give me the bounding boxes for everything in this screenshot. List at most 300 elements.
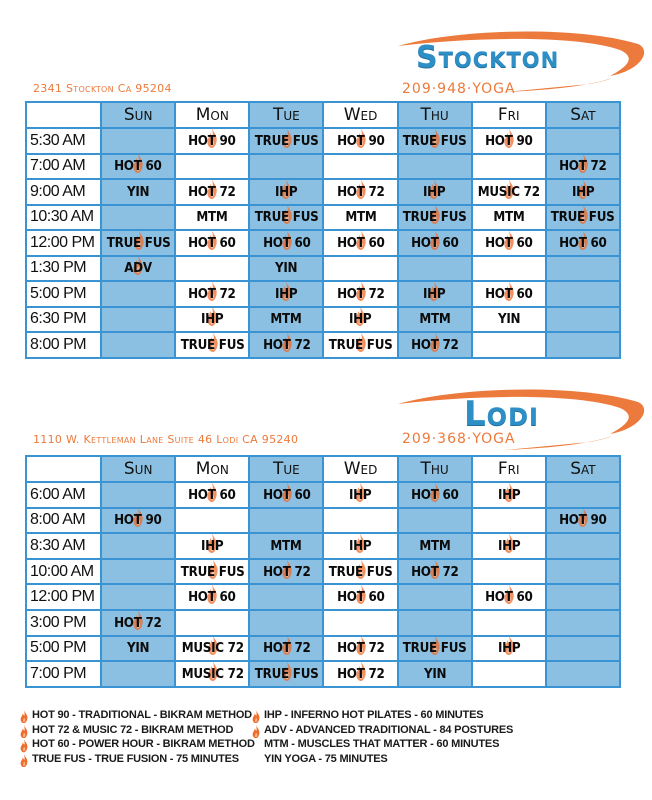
class-label: [419, 539, 450, 554]
class-name: ADV: [124, 261, 152, 277]
class-cell: [249, 636, 323, 662]
class-cell: [101, 610, 175, 636]
class-cell: [249, 508, 323, 534]
table-row: [26, 533, 620, 559]
class-name: HOT 72: [336, 184, 385, 200]
class-cell: [472, 230, 546, 256]
class-cell: [546, 307, 620, 333]
class-name: TRUE FUS: [328, 564, 393, 580]
class-label: [189, 134, 236, 149]
time-cell: 8:00 PM: [26, 332, 101, 358]
class-cell: [546, 256, 620, 282]
class-name: MUSIC 72: [181, 666, 244, 682]
class-cell: [323, 281, 397, 307]
class-cell: [398, 307, 472, 333]
table-row: [26, 332, 620, 358]
class-cell: [175, 154, 249, 180]
legend-item: [20, 752, 255, 767]
class-name: TRUE FUS: [106, 235, 171, 251]
class-label: [337, 287, 384, 302]
class-label: [181, 667, 243, 682]
class-cell: [249, 205, 323, 231]
class-cell: [323, 205, 397, 231]
class-name: IHP: [497, 487, 520, 503]
class-label: [271, 539, 302, 554]
class-name: HOT 72: [410, 337, 459, 353]
time-cell: 10:30 AM: [26, 205, 101, 231]
table-row: [26, 205, 620, 231]
class-name: IHP: [423, 286, 446, 302]
class-cell: [101, 508, 175, 534]
class-label: [349, 488, 371, 503]
class-name: HOT 60: [336, 235, 385, 251]
class-cell: [323, 128, 397, 154]
class-label: [263, 488, 310, 503]
class-cell: [101, 559, 175, 585]
class-cell: [546, 332, 620, 358]
day-header: Wed: [323, 456, 397, 482]
class-label: [189, 590, 236, 605]
legend-text: HOT 90 - TRADITIONAL - BIKRAM METHOD: [32, 709, 252, 721]
class-label: [551, 210, 615, 225]
class-label: [189, 488, 236, 503]
class-name: IHP: [349, 487, 372, 503]
class-label: [403, 641, 467, 656]
class-name: HOT 72: [336, 286, 385, 302]
class-name: HOT 72: [262, 564, 311, 580]
class-cell: [101, 179, 175, 205]
time-cell: 12:00 PM: [26, 230, 101, 256]
table-row: [26, 230, 620, 256]
class-label: [485, 236, 532, 251]
class-cell: [323, 559, 397, 585]
flame-icon: [252, 725, 260, 736]
class-name: YIN: [423, 666, 446, 682]
legend-item: [20, 723, 255, 738]
class-cell: [398, 559, 472, 585]
class-label: [263, 641, 310, 656]
class-cell: [472, 533, 546, 559]
class-label: [337, 667, 384, 682]
class-name: MTM: [419, 312, 451, 328]
class-cell: [101, 332, 175, 358]
corner-cell: [26, 102, 101, 128]
day-header: Mon: [175, 456, 249, 482]
class-label: [419, 312, 450, 327]
time-cell: 7:00 AM: [26, 154, 101, 180]
legend-item: [252, 752, 513, 767]
class-label: [337, 590, 384, 605]
day-header: Sun: [101, 102, 175, 128]
class-cell: [472, 128, 546, 154]
class-cell: [472, 584, 546, 610]
class-name: TRUE FUS: [402, 641, 467, 657]
class-cell: [398, 281, 472, 307]
class-label: [411, 236, 458, 251]
day-header: Tue: [249, 102, 323, 128]
class-name: TRUE FUS: [254, 133, 319, 149]
legend-item: [252, 723, 513, 738]
class-name: HOT 72: [336, 666, 385, 682]
class-name: HOT 72: [188, 286, 237, 302]
class-cell: [472, 205, 546, 231]
class-name: HOT 60: [484, 235, 533, 251]
table-header-row: [26, 102, 620, 128]
schedule-table-stockton: [25, 101, 621, 359]
class-cell: [249, 482, 323, 508]
time-cell: 9:00 AM: [26, 179, 101, 205]
class-cell: [323, 533, 397, 559]
class-cell: [249, 307, 323, 333]
class-cell: [472, 610, 546, 636]
class-name: HOT 60: [262, 487, 311, 503]
class-cell: [101, 154, 175, 180]
time-cell: 5:00 PM: [26, 636, 101, 662]
class-cell: [546, 179, 620, 205]
legend-item: [20, 737, 255, 752]
day-header: Fri: [472, 456, 546, 482]
class-cell: [101, 661, 175, 687]
class-name: TRUE FUS: [180, 337, 245, 353]
class-name: IHP: [571, 184, 595, 200]
time-cell: 12:00 PM: [26, 584, 101, 610]
class-label: [485, 590, 532, 605]
class-cell: [546, 584, 620, 610]
table-row: [26, 128, 620, 154]
class-cell: [249, 256, 323, 282]
class-cell: [175, 332, 249, 358]
class-label: [349, 539, 371, 554]
class-label: [498, 539, 520, 554]
class-cell: [398, 636, 472, 662]
class-cell: [101, 482, 175, 508]
class-name: HOT 60: [559, 235, 607, 251]
class-label: [485, 287, 532, 302]
class-cell: [398, 154, 472, 180]
class-name: MTM: [419, 538, 451, 554]
class-label: [189, 185, 236, 200]
class-label: [498, 641, 520, 656]
class-label: [423, 667, 445, 682]
flame-icon: [20, 739, 28, 750]
class-label: [329, 565, 393, 580]
class-cell: [323, 256, 397, 282]
class-cell: [546, 230, 620, 256]
class-cell: [175, 610, 249, 636]
class-name: HOT 72: [114, 615, 162, 631]
class-label: [411, 565, 458, 580]
class-cell: [175, 256, 249, 282]
class-cell: [323, 482, 397, 508]
class-label: [423, 185, 445, 200]
location-address: 2341 Stockton Ca 95204: [33, 82, 172, 95]
class-cell: [472, 661, 546, 687]
class-label: [345, 210, 376, 225]
class-name: IHP: [201, 312, 224, 328]
class-cell: [323, 508, 397, 534]
class-label: [493, 210, 524, 225]
class-cell: [472, 559, 546, 585]
location-name: Lodi: [464, 394, 539, 434]
table-row: [26, 636, 620, 662]
class-name: YIN: [497, 312, 520, 328]
class-cell: [472, 508, 546, 534]
class-name: HOT 72: [262, 337, 311, 353]
table-row: [26, 482, 620, 508]
day-header: Sat: [546, 102, 620, 128]
class-name: HOT 60: [114, 159, 162, 175]
legend-text: HOT 60 - POWER HOUR - BIKRAM METHOD: [32, 738, 255, 751]
class-name: YIN: [275, 261, 298, 277]
class-cell: [546, 661, 620, 687]
table-row: [26, 281, 620, 307]
class-label: [559, 159, 606, 174]
class-cell: [249, 230, 323, 256]
class-cell: [323, 661, 397, 687]
class-cell: [398, 508, 472, 534]
class-label: [255, 667, 319, 682]
class-name: IHP: [497, 641, 520, 657]
class-label: [275, 287, 297, 302]
class-name: HOT 72: [188, 184, 237, 200]
class-label: [114, 513, 161, 528]
class-name: HOT 60: [188, 235, 237, 251]
time-cell: 6:00 AM: [26, 482, 101, 508]
class-cell: [546, 636, 620, 662]
class-name: MUSIC 72: [181, 641, 244, 657]
time-cell: 1:30 PM: [26, 256, 101, 282]
class-cell: [249, 128, 323, 154]
day-header: Sat: [546, 456, 620, 482]
class-name: HOT 60: [410, 487, 459, 503]
class-cell: [323, 332, 397, 358]
class-name: TRUE FUS: [402, 210, 467, 226]
class-label: [189, 236, 236, 251]
class-name: IHP: [497, 538, 520, 554]
class-cell: [546, 205, 620, 231]
class-cell: [101, 128, 175, 154]
legend-text: IHP - INFERNO HOT PILATES - 60 MINUTES: [264, 709, 484, 721]
table-row: [26, 307, 620, 333]
class-name: HOT 90: [559, 513, 607, 529]
class-cell: [249, 533, 323, 559]
table-row: [26, 559, 620, 585]
class-cell: [175, 128, 249, 154]
table-row: [26, 584, 620, 610]
table-row: [26, 154, 620, 180]
class-label: [337, 134, 384, 149]
class-label: [275, 185, 297, 200]
legend-text: MTM - MUSCLES THAT MATTER - 60 MINUTES: [264, 738, 500, 751]
class-cell: [249, 154, 323, 180]
legend-item: [252, 708, 513, 723]
class-cell: [101, 230, 175, 256]
class-cell: [175, 636, 249, 662]
class-cell: [546, 128, 620, 154]
class-label: [337, 236, 384, 251]
class-cell: [249, 584, 323, 610]
class-cell: [546, 559, 620, 585]
class-name: MUSIC 72: [477, 184, 540, 200]
class-cell: [323, 636, 397, 662]
class-name: IHP: [275, 286, 298, 302]
class-cell: [175, 482, 249, 508]
class-cell: [398, 205, 472, 231]
class-cell: [472, 307, 546, 333]
class-cell: [175, 533, 249, 559]
time-cell: 3:00 PM: [26, 610, 101, 636]
class-name: IHP: [423, 184, 446, 200]
class-name: MTM: [196, 210, 228, 226]
class-cell: [472, 636, 546, 662]
class-cell: [398, 610, 472, 636]
legend-left: [20, 708, 255, 766]
class-cell: [398, 584, 472, 610]
class-label: [403, 210, 467, 225]
day-header: Thu: [398, 456, 472, 482]
class-name: HOT 60: [336, 590, 385, 606]
class-label: [124, 261, 152, 276]
class-label: [127, 185, 149, 200]
class-cell: [323, 179, 397, 205]
class-label: [478, 185, 540, 200]
class-label: [197, 210, 228, 225]
legend-item: [20, 708, 255, 723]
schedule-table-lodi: [25, 455, 621, 688]
class-name: HOT 72: [262, 641, 311, 657]
class-cell: [249, 559, 323, 585]
class-name: TRUE FUS: [402, 133, 467, 149]
class-cell: [249, 332, 323, 358]
time-cell: 6:30 PM: [26, 307, 101, 333]
class-name: HOT 72: [559, 159, 607, 175]
class-cell: [398, 661, 472, 687]
class-cell: [546, 508, 620, 534]
class-name: TRUE FUS: [551, 210, 615, 226]
class-name: HOT 90: [336, 133, 385, 149]
class-name: HOT 90: [114, 513, 162, 529]
class-label: [255, 134, 319, 149]
class-name: IHP: [349, 312, 372, 328]
class-label: [337, 641, 384, 656]
class-cell: [546, 281, 620, 307]
table-row: [26, 179, 620, 205]
day-header: Mon: [175, 102, 249, 128]
class-name: HOT 90: [484, 133, 533, 149]
class-cell: [175, 508, 249, 534]
class-name: HOT 72: [336, 641, 385, 657]
class-cell: [546, 154, 620, 180]
time-cell: 10:00 AM: [26, 559, 101, 585]
class-cell: [101, 584, 175, 610]
class-label: [275, 261, 297, 276]
legend-text: TRUE FUS - TRUE FUSION - 75 MINUTES: [32, 752, 239, 765]
location-address: 1110 W. Kettleman Lane Suite 46 Lodi CA 95240: [33, 433, 299, 446]
day-header: Tue: [249, 456, 323, 482]
class-name: HOT 72: [410, 564, 459, 580]
class-cell: [101, 636, 175, 662]
class-cell: [323, 584, 397, 610]
class-cell: [249, 610, 323, 636]
class-cell: [546, 610, 620, 636]
class-label: [498, 312, 520, 327]
day-header: Fri: [472, 102, 546, 128]
table-row: [26, 508, 620, 534]
legend-right: [252, 708, 513, 766]
class-cell: [249, 179, 323, 205]
class-cell: [323, 230, 397, 256]
class-label: [411, 488, 458, 503]
class-cell: [472, 281, 546, 307]
table-row: [26, 661, 620, 687]
class-label: [423, 287, 445, 302]
class-name: YIN: [127, 184, 150, 200]
class-name: HOT 60: [262, 235, 311, 251]
class-cell: [323, 610, 397, 636]
class-cell: [398, 128, 472, 154]
class-label: [201, 539, 223, 554]
class-cell: [398, 482, 472, 508]
class-label: [263, 338, 310, 353]
location-phone: 209·948·YOGA: [402, 81, 516, 97]
class-label: [255, 210, 319, 225]
class-cell: [249, 281, 323, 307]
location-name: Stockton: [416, 40, 560, 75]
time-cell: 8:00 AM: [26, 508, 101, 534]
class-name: MTM: [270, 538, 302, 554]
class-label: [180, 565, 244, 580]
class-name: HOT 60: [188, 487, 237, 503]
class-label: [485, 134, 532, 149]
class-cell: [472, 256, 546, 282]
class-name: HOT 90: [188, 133, 237, 149]
class-cell: [398, 230, 472, 256]
time-cell: 7:00 PM: [26, 661, 101, 687]
class-label: [201, 312, 223, 327]
stockton-logo: [380, 24, 652, 100]
class-label: [337, 185, 384, 200]
time-cell: 5:30 AM: [26, 128, 101, 154]
class-cell: [175, 559, 249, 585]
class-cell: [249, 661, 323, 687]
class-name: TRUE FUS: [180, 564, 245, 580]
class-cell: [101, 307, 175, 333]
class-cell: [472, 154, 546, 180]
day-header: Wed: [323, 102, 397, 128]
class-cell: [175, 179, 249, 205]
class-label: [127, 641, 149, 656]
class-cell: [101, 533, 175, 559]
class-name: HOT 60: [410, 235, 459, 251]
class-label: [106, 236, 170, 251]
class-label: [189, 287, 236, 302]
class-label: [263, 565, 310, 580]
table-header-row: [26, 456, 620, 482]
legend-text: YIN YOGA - 75 MINUTES: [264, 752, 388, 765]
class-label: [572, 185, 594, 200]
class-name: HOT 60: [188, 590, 237, 606]
class-cell: [546, 533, 620, 559]
class-name: TRUE FUS: [254, 210, 319, 226]
class-label: [559, 513, 606, 528]
flame-icon: [252, 710, 260, 721]
class-label: [559, 236, 606, 251]
lodi-logo: [380, 382, 652, 458]
class-label: [180, 338, 244, 353]
class-label: [349, 312, 371, 327]
class-cell: [175, 584, 249, 610]
class-label: [329, 338, 393, 353]
